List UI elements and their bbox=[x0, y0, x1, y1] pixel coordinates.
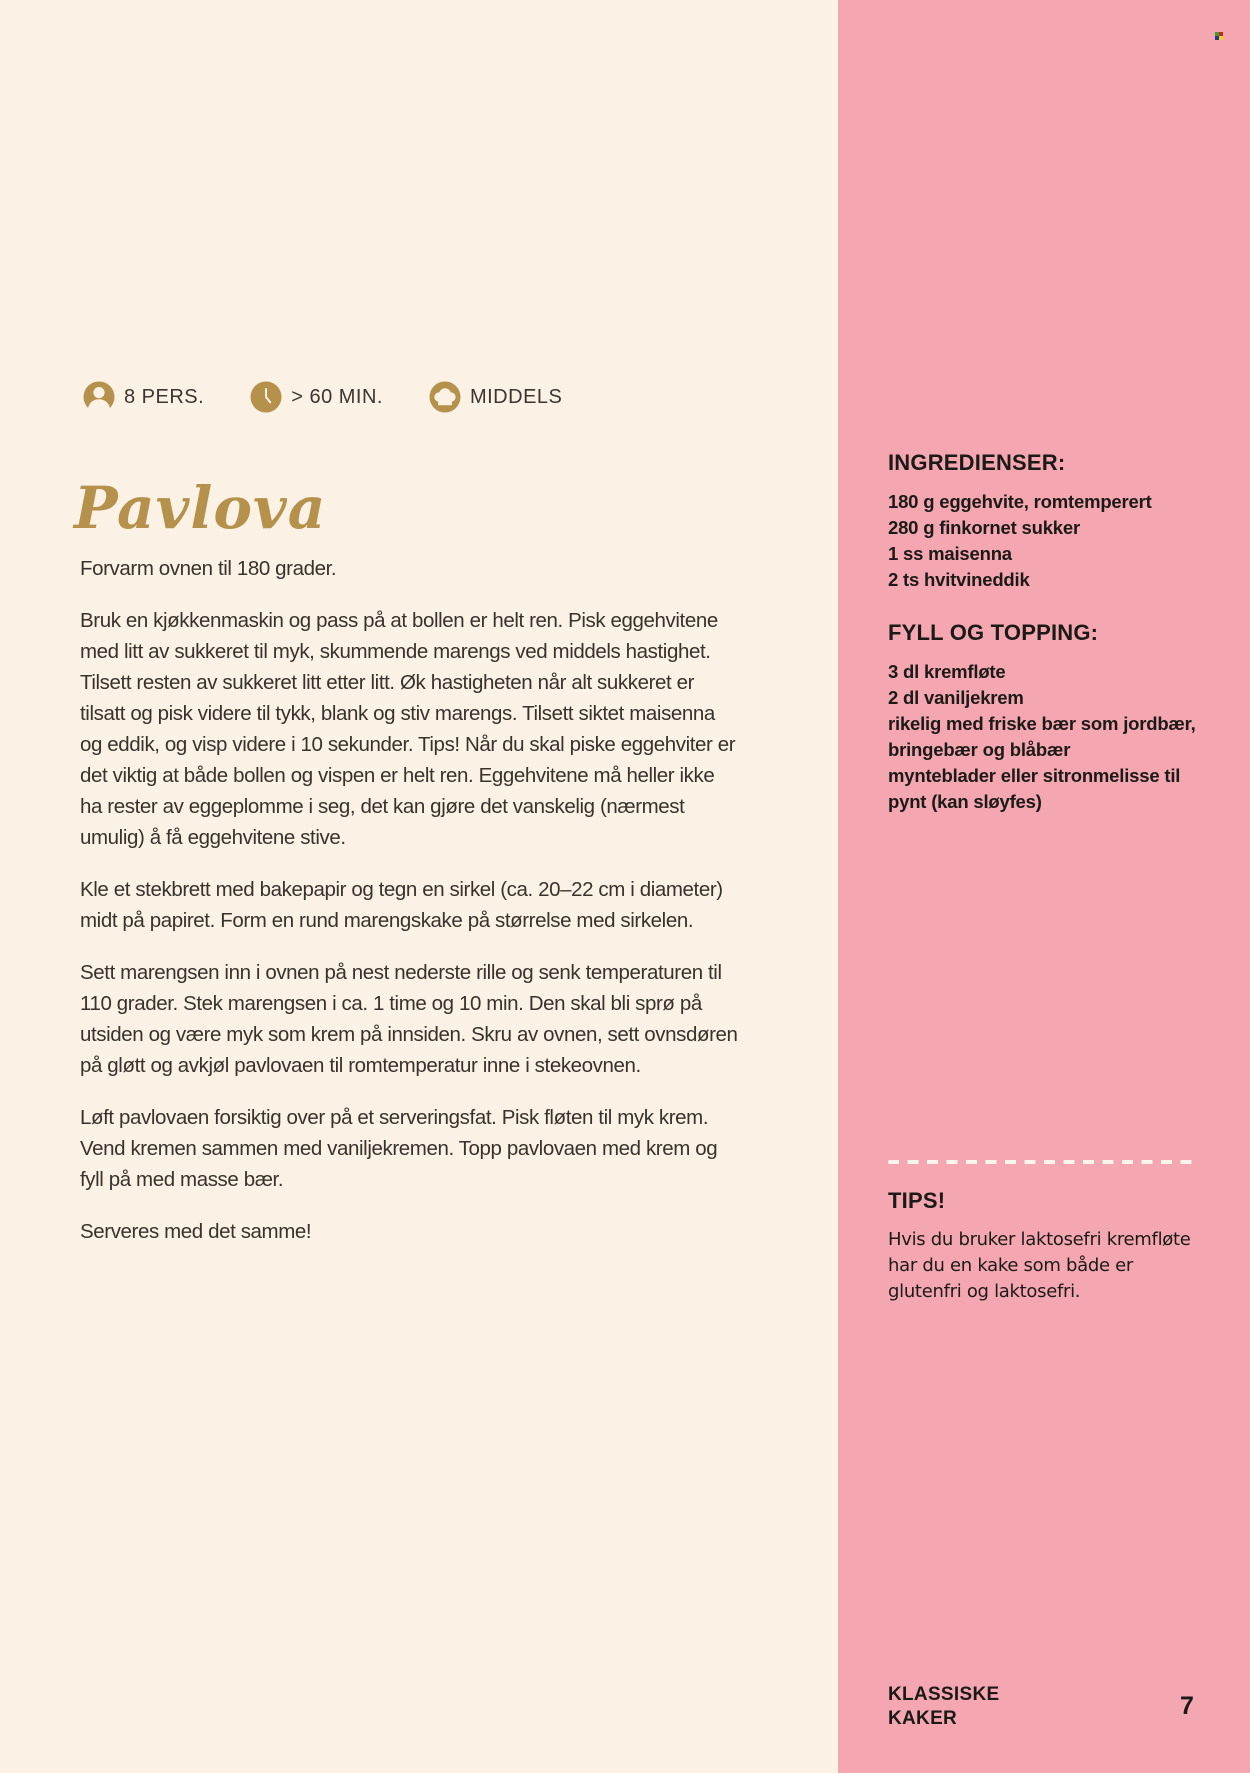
recipe-instructions bbox=[80, 553, 738, 1268]
page-title: Pavlova bbox=[74, 473, 327, 542]
servings-label: 8 PERS. bbox=[124, 385, 205, 408]
topping-item: 3 dl kremfløte bbox=[888, 661, 1006, 682]
ingredients-list bbox=[888, 489, 1210, 593]
ingredient-item: 2 ts hvitvineddik bbox=[888, 569, 1030, 590]
registration-mark-icon bbox=[1215, 32, 1223, 40]
ingredient-item: 180 g eggehvite, romtemperert bbox=[888, 491, 1152, 512]
tips-section bbox=[888, 1188, 1210, 1305]
tips-heading: TIPS! bbox=[888, 1188, 946, 1213]
dashed-divider bbox=[888, 1160, 1200, 1164]
servings-meta bbox=[83, 381, 204, 413]
page-number: 7 bbox=[1180, 1692, 1194, 1720]
reg-square-yellow bbox=[1219, 36, 1223, 40]
ingredient-item: 280 g finkornet sukker bbox=[888, 517, 1080, 538]
clock-icon bbox=[250, 381, 282, 413]
topping-heading: FYLL OG TOPPING: bbox=[888, 620, 1099, 645]
recipe-paragraph: Serveres med det samme! bbox=[80, 1220, 312, 1243]
chapter-label bbox=[888, 1683, 999, 1731]
recipe-paragraph: Kle et stekbrett med bakepapir og tegn en sirkel (ca. 20–22 cm i diameter) midt på papiret. Form en rund marengskake på størrelse med sirkelen. bbox=[80, 878, 723, 932]
chapter-label-line2: KAKER bbox=[888, 1708, 958, 1729]
difficulty-meta bbox=[429, 381, 562, 413]
recipe-paragraph: Forvarm ovnen til 180 grader. bbox=[80, 557, 337, 580]
recipe-paragraph: Løft pavlovaen forsiktig over på et serveringsfat. Pisk fløten til myk krem. Vend kremen sammen med vaniljekremen. Topp pavlovaen med krem og fyll på med masse bær. bbox=[80, 1106, 718, 1191]
topping-list bbox=[888, 659, 1210, 815]
topping-item: rikelig med friske bær som jordbær, bringebær og blåbær bbox=[888, 713, 1196, 760]
topping-item: mynteblader eller sitronmelisse til pynt (kan sløyfes) bbox=[888, 765, 1181, 812]
tips-text: Hvis du bruker laktosefri kremfløte har du en kake som både er glutenfri og laktosefri. bbox=[888, 1229, 1191, 1302]
ingredients-section bbox=[888, 450, 1210, 593]
time-meta bbox=[250, 381, 383, 413]
ingredients-sidebar bbox=[838, 0, 1250, 1773]
person-icon bbox=[83, 381, 115, 413]
ingredients-heading: INGREDIENSER: bbox=[888, 450, 1066, 475]
recipe-paragraph: Bruk en kjøkkenmaskin og pass på at bollen er helt ren. Pisk eggehvitene med litt av sukkeret til myk, skummende marengs ved middels hastighet. Tilsett resten av sukkeret litt etter litt. Øk hastigheten når alt sukkeret er tilsatt og pisk videre til tykk, blank og stiv marengs. Tilsett siktet maisenna og eddik, og visp videre i 10 sekunder. Tips! Når du skal piske eggehviter er det viktig at både bollen og vispen er helt ren. Eggehvitene må heller ikke ha rester av eggeplomme i seg, det kan gjøre det vanskelig (nærmest umulig) å få eggehvitene stive. bbox=[80, 609, 736, 849]
chef-hat-icon bbox=[429, 381, 461, 413]
recipe-meta-row bbox=[83, 381, 608, 413]
recipe-paragraph: Sett marengsen inn i ovnen på nest nederste rille og senk temperaturen til 110 grader. Stek marengsen i ca. 1 time og 10 min. Den skal bli sprø på utsiden og være myk som krem på innsiden. Skru av ovnen, sett ovnsdøren på gløtt og avkjøl pavlovaen til romtemperatur inne i stekeovnen. bbox=[80, 961, 738, 1077]
difficulty-label: MIDDELS bbox=[469, 385, 563, 408]
topping-item: 2 dl vaniljekrem bbox=[888, 687, 1024, 708]
ingredient-item: 1 ss maisenna bbox=[888, 543, 1012, 564]
chapter-label-line1: KLASSISKE bbox=[888, 1684, 1000, 1705]
topping-section bbox=[888, 620, 1210, 815]
time-label: > 60 MIN. bbox=[291, 385, 383, 408]
